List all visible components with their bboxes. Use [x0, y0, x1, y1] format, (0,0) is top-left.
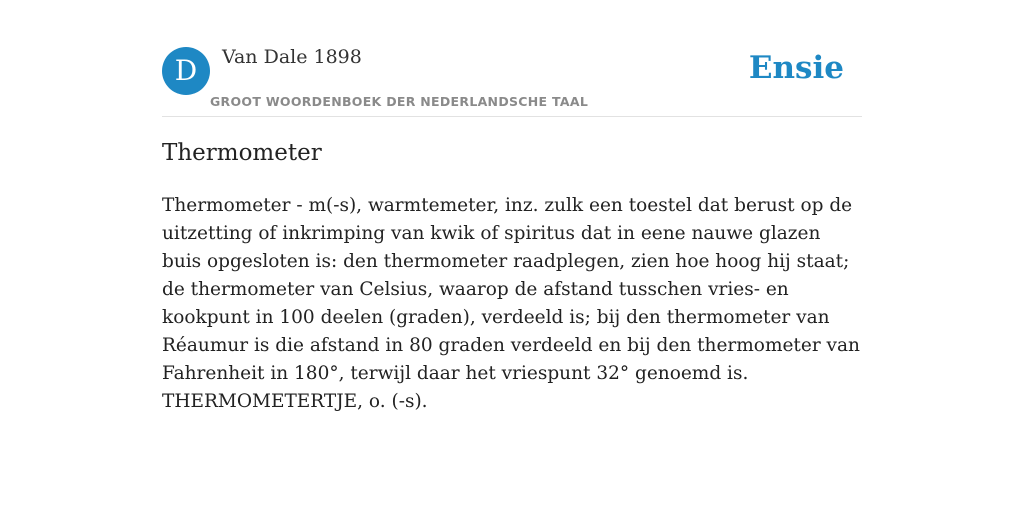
- dictionary-card: [162, 0, 862, 512]
- source-subtitle: GROOT WOORDENBOEK DER NEDERLANDSCHE TAAL: [210, 94, 589, 109]
- brand-logo[interactable]: Ensie: [748, 50, 844, 86]
- entry-definition: Thermometer - m(-s), warmtemeter, inz. zulk een toestel dat berust op de uitzetting of inkrimping van kwik of spiritus dat in eene nauwe glazen buis opgesloten is: den thermometer raadplegen, zien hoe hoog hij staat; de thermometer van Celsius, waarop de afstand tusschen vries- en kookpunt in 100 deelen (graden), verdeeld is; bij den thermometer van Réaumur is die afstand in 80 graden verdeeld en bij den thermometer van Fahrenheit in 180°, terwijl daar het vriespunt 32° genoemd is. THERMOMETERTJE, o. (-s).: [162, 195, 860, 412]
- source-title[interactable]: Van Dale 1898: [222, 46, 362, 68]
- source-avatar[interactable]: D: [162, 47, 210, 95]
- card-header: [162, 0, 862, 117]
- entry-title: Thermometer: [162, 140, 322, 166]
